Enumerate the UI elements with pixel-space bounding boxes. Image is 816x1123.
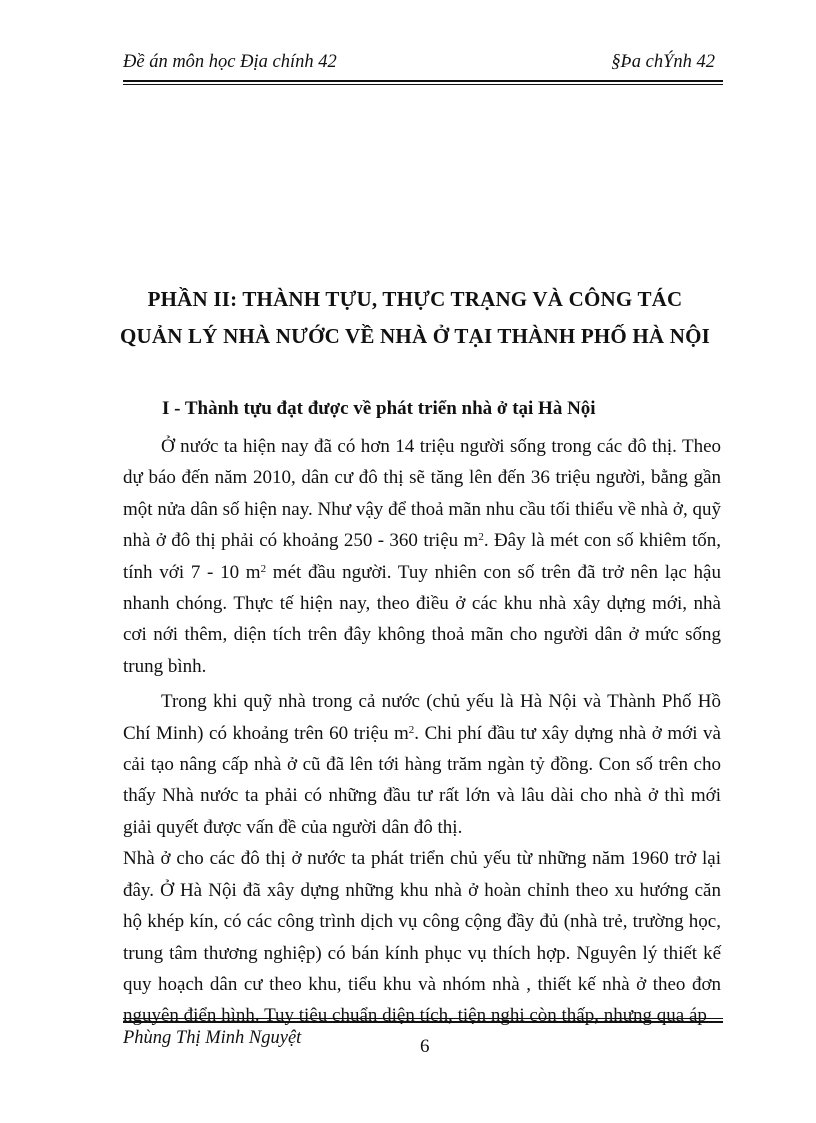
paragraph-2-text-a: Trong khi quỹ nhà trong cả nước (chủ yếu là Hà Nội và Thành Phố Hồ Chí Minh) có khoảng trên 60 triệu m xyxy=(123,691,721,744)
paragraph-2-text-b: . Chi phí đầu tư xây dựng nhà ở mới và cải tạo nâng cấp nhà ở cũ đã lên tới hàng trăm ngàn tỷ đồng. Con số trên cho thấy Nhà nước ta phải có những đầu tư rất lớn và lâu dài cho nhà ở thì mới giải quyết được vấn đề của người dân đô thị. xyxy=(123,722,721,838)
paragraph-1-text-c: mét đầu người. Tuy nhiên con số trên đã trở nên lạc hậu nhanh chóng. Thực tế hiện nay, theo điều ở các khu nhà xây dựng mới, nhà cơi nới thêm, diện tích trên đây không thoả mãn cho người dân ở mức sống trung bình. xyxy=(123,561,721,677)
paragraph-1-text-a: Ở nước ta hiện nay đã có hơn 14 triệu người sống trong các đô thị. Theo dự báo đến năm 2010, dân cư đô thị sẽ tăng lên đến 36 triệu người, bằng gần một nửa dân số hiện nay. Như vậy để thoả mãn nhu cầu tối thiểu về nhà ở, quỹ nhà ở đô thị phải có khoảng 250 - 360 triệu m xyxy=(123,436,721,552)
body-text xyxy=(123,431,721,1032)
paragraph-1-text-b: . Đây là mét con số khiêm tốn, tính với 7 - 10 m xyxy=(123,530,721,583)
chapter-title xyxy=(100,281,730,355)
chapter-title-line-2: QUẢN LÝ NHÀ NƯỚC VỀ NHÀ Ở TẠI THÀNH PHỐ HÀ NỘI xyxy=(119,324,711,348)
footer-author: Phùng Thị Minh Nguyệt xyxy=(123,1028,302,1048)
header-document-title: Đề án môn học Địa chính 42 xyxy=(123,52,337,72)
header-course-label: §Þa chÝnh 42 xyxy=(611,52,715,72)
paragraph-2 xyxy=(123,686,721,843)
paragraph-3: Nhà ở cho các đô thị ở nước ta phát triển chủ yếu từ những năm 1960 trở lại đây. Ở Hà Nội đã xây dựng những khu nhà ở hoàn chỉnh theo xu hướng căn hộ khép kín, có các công trình dịch vụ công cộng đầy đủ (nhà trẻ, trường học, trung tâm thương nghiệp) có bán kính phục vụ thích hợp. Nguyên lý thiết kế quy hoạch dân cư theo khu, tiểu khu và nhóm nhà , thiết kế nhà ở theo đơn nguyên điển hình. Tuy tiêu chuẩn diện tích, tiện nghi còn thấp, nhưng qua áp xyxy=(123,848,721,1027)
section-heading: I - Thành tựu đạt được về phát triển nhà ở tại Hà Nội xyxy=(162,398,596,419)
page-header xyxy=(123,52,723,76)
page-number: 6 xyxy=(420,1036,430,1057)
header-double-rule xyxy=(123,80,723,85)
chapter-title-line-1: PHẦN II: THÀNH TỰU, THỰC TRẠNG VÀ CÔNG TÁC xyxy=(147,287,683,311)
footer-double-rule xyxy=(123,1018,723,1023)
paragraph-1 xyxy=(123,431,721,682)
superscript: 2 xyxy=(478,531,484,544)
superscript: 2 xyxy=(408,723,415,736)
superscript: 2 xyxy=(260,562,267,575)
